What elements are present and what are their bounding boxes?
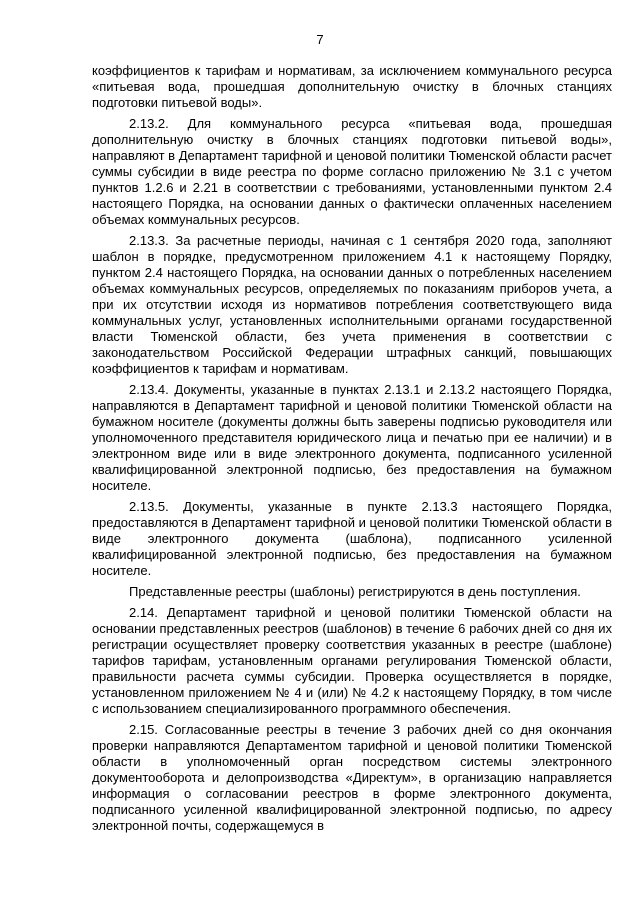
paragraph-2-15: 2.15. Согласованные реестры в течение 3 рабочих дней со дня окончания проверки направляются Департаментом тарифной и ценовой политики Тюменской области в уполномоченный орган посредством системы электронного документооборота и делопроизводства «Директум», в организацию направляется информация о согласовании реестров в форме электронного документа, подписанного усиленной квалифицированной электронной подписью, по адресу электронной почты, содержащемуся в [92,722,612,833]
paragraph-2-13-4: 2.13.4. Документы, указанные в пунктах 2.13.1 и 2.13.2 настоящего Порядка, направляются в Департамент тарифной и ценовой политики Тюменской области на бумажном носителе (документы должны быть заверены подписью руководителя или уполномоченного представителя юридического лица и печатью при ее наличии) и в электронном виде или в виде электронного документа, подписанного усиленной квалифицированной электронной подписью, без предоставления на бумажном носителе. [92,382,612,493]
paragraph-continuation: коэффициентов к тарифам и нормативам, за исключением коммунального ресурса «питьевая вода, прошедшая дополнительную очистку в блочных станциях подготовки питьевой воды». [92,63,612,110]
paragraph-2-13-3: 2.13.3. За расчетные периоды, начиная с 1 сентября 2020 года, заполняют шаблон в порядке, предусмотренном приложением 4.1 к настоящему Порядку, пунктом 2.4 настоящего Порядка, на основании данных о потребленных населением объемах коммунальных ресурсов, определяемых по показаниям приборов учета, а при их отсутствии исходя из нормативов потребления соответствующего вида коммунальных услуг, установленных исполнительными органами государственной власти Тюменской области, без учета применения в соответствии с законодательством Российской Федерации штрафных санкций, повышающих коэффициентов к тарифам и нормативам. [92,233,612,376]
paragraph-2-14: 2.14. Департамент тарифной и ценовой политики Тюменской области на основании представленных реестров (шаблонов) в течение 6 рабочих дней со дня их регистрации осуществляет проверку соответствия указанных в реестре (шаблоне) тарифов тарифам, установленным органами регулирования Тюменской области, правильности расчета суммы субсидии. Проверка осуществляется в порядке, установленном приложением № 4 и (или) № 4.2 к настоящему Порядку, в том числе с использованием специализированного программного обеспечения. [92,605,612,716]
paragraph-2-13-5: 2.13.5. Документы, указанные в пункте 2.13.3 настоящего Порядка, предоставляются в Департамент тарифной и ценовой политики Тюменской области в виде электронного документа (шаблона), подписанного усиленной квалифицированной электронной подписью, без предоставления на бумажном носителе. [92,499,612,578]
page-number: 7 [316,32,324,47]
paragraph-2-13-2: 2.13.2. Для коммунального ресурса «питьевая вода, прошедшая дополнительную очистку в блочных станциях подготовки питьевой воды», направляют в Департамент тарифной и ценовой политики Тюменской области расчет суммы субсидии в виде реестра по форме согласно приложению № 3.1 с учетом пунктов 1.2.6 и 2.21 в соответствии с требованиями, установленными пунктом 2.4 настоящего Порядка, на основании данных о фактически оплаченных населением объемах коммунальных ресурсов. [92,116,613,227]
document-body [92,63,612,834]
paragraph-registration: Представленные реестры (шаблоны) регистрируются в день поступления. [129,584,581,599]
